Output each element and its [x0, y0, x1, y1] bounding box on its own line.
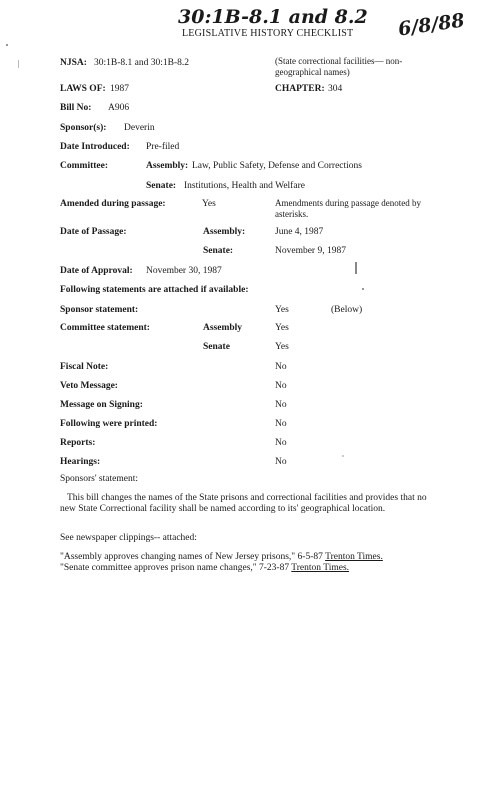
chapter-value: 304 — [328, 84, 343, 94]
amended-note: Amendments during passage denoted by asterisks. — [275, 198, 421, 219]
committee-senate-label: Senate: — [146, 181, 177, 191]
veto-message-value: No — [275, 381, 287, 391]
statement-body: This bill changes the names of the State prisons and correctional facilities and provides that no new State Correctional facility shall be named according to its' geographical location. — [60, 493, 427, 514]
handwritten-statute: 30:1B-8.1 and 8.2 — [178, 6, 368, 28]
committee-assembly-value: Law, Public Safety, Defense and Corrections — [192, 161, 362, 171]
handwritten-date: 6/8/88 — [396, 9, 466, 41]
laws-of-label: LAWS OF: — [60, 84, 106, 94]
fiscal-note-value: No — [275, 362, 287, 372]
clipping-source: Trenton Times. — [291, 563, 350, 573]
chapter-label: CHAPTER: — [275, 84, 325, 94]
scan-speck — [362, 288, 364, 290]
hearings-label: Hearings: — [60, 457, 101, 467]
scan-speck — [6, 44, 8, 46]
date-introduced-value: Pre-filed — [146, 142, 180, 152]
clipping-text: "Assembly approves changing names of New Jersey prisons," 6-5-87 — [60, 552, 326, 562]
sponsor-statement-value: Yes — [275, 305, 289, 315]
clipping-item — [60, 563, 349, 573]
bill-no-value: A906 — [108, 103, 130, 113]
laws-of-value: 1987 — [110, 84, 129, 94]
committee-statement-senate-value: Yes — [275, 342, 289, 352]
scan-speck — [355, 262, 357, 274]
amended-label: Amended during passage: — [60, 199, 166, 209]
date-of-approval-label: Date of Approval: — [60, 266, 133, 276]
committee-label: Committee: — [60, 161, 109, 171]
following-printed-value: No — [275, 419, 287, 429]
veto-message-label: Veto Message: — [60, 381, 118, 391]
committee-statement-senate-label: Senate — [203, 342, 230, 352]
date-introduced-label: Date Introduced: — [60, 142, 130, 152]
njsa-value: 30:1B-8.1 and 30:1B-8.2 — [94, 58, 189, 68]
clipping-item — [60, 552, 383, 562]
following-printed-label: Following were printed: — [60, 419, 158, 429]
following-attached-heading: Following statements are attached if available: — [60, 285, 249, 295]
committee-assembly-label: Assembly: — [146, 161, 189, 171]
date-of-passage-label: Date of Passage: — [60, 227, 127, 237]
clippings-heading: See newspaper clippings-- attached: — [60, 533, 197, 543]
clipping-source: Trenton Times. — [325, 552, 383, 562]
passage-senate-label: Senate: — [203, 246, 234, 256]
njsa-note: (State correctional facilities— non-geographical names) — [275, 56, 403, 77]
committee-statement-label: Committee statement: — [60, 323, 150, 333]
sponsor-statement-note: (Below) — [331, 305, 363, 315]
passage-senate-value: November 9, 1987 — [275, 246, 346, 256]
committee-statement-assembly-value: Yes — [275, 323, 289, 333]
message-on-signing-label: Message on Signing: — [60, 400, 143, 410]
passage-assembly-label: Assembly: — [203, 227, 246, 237]
njsa-label: NJSA: — [60, 58, 87, 68]
passage-assembly-value: June 4, 1987 — [275, 227, 324, 237]
sponsors-label: Sponsor(s): — [60, 123, 107, 133]
date-of-approval-value: November 30, 1987 — [146, 266, 222, 276]
sponsors-statement-heading: Sponsors' statement: — [60, 474, 138, 484]
sponsors-value: Deverin — [124, 123, 155, 133]
fiscal-note-label: Fiscal Note: — [60, 362, 109, 372]
committee-senate-value: Institutions, Health and Welfare — [184, 181, 305, 191]
committee-statement-assembly-label: Assembly — [203, 323, 243, 333]
sponsor-statement-label: Sponsor statement: — [60, 305, 139, 315]
scan-speck — [342, 455, 344, 457]
scan-speck — [18, 60, 19, 68]
reports-value: No — [275, 438, 287, 448]
amended-value: Yes — [202, 199, 216, 209]
reports-label: Reports: — [60, 438, 96, 448]
page-title: LEGISLATIVE HISTORY CHECKLIST — [182, 28, 354, 39]
message-on-signing-value: No — [275, 400, 287, 410]
bill-no-label: Bill No: — [60, 103, 92, 113]
clipping-text: "Senate committee approves prison name changes," 7-23-87 — [60, 563, 292, 573]
hearings-value: No — [275, 457, 287, 467]
